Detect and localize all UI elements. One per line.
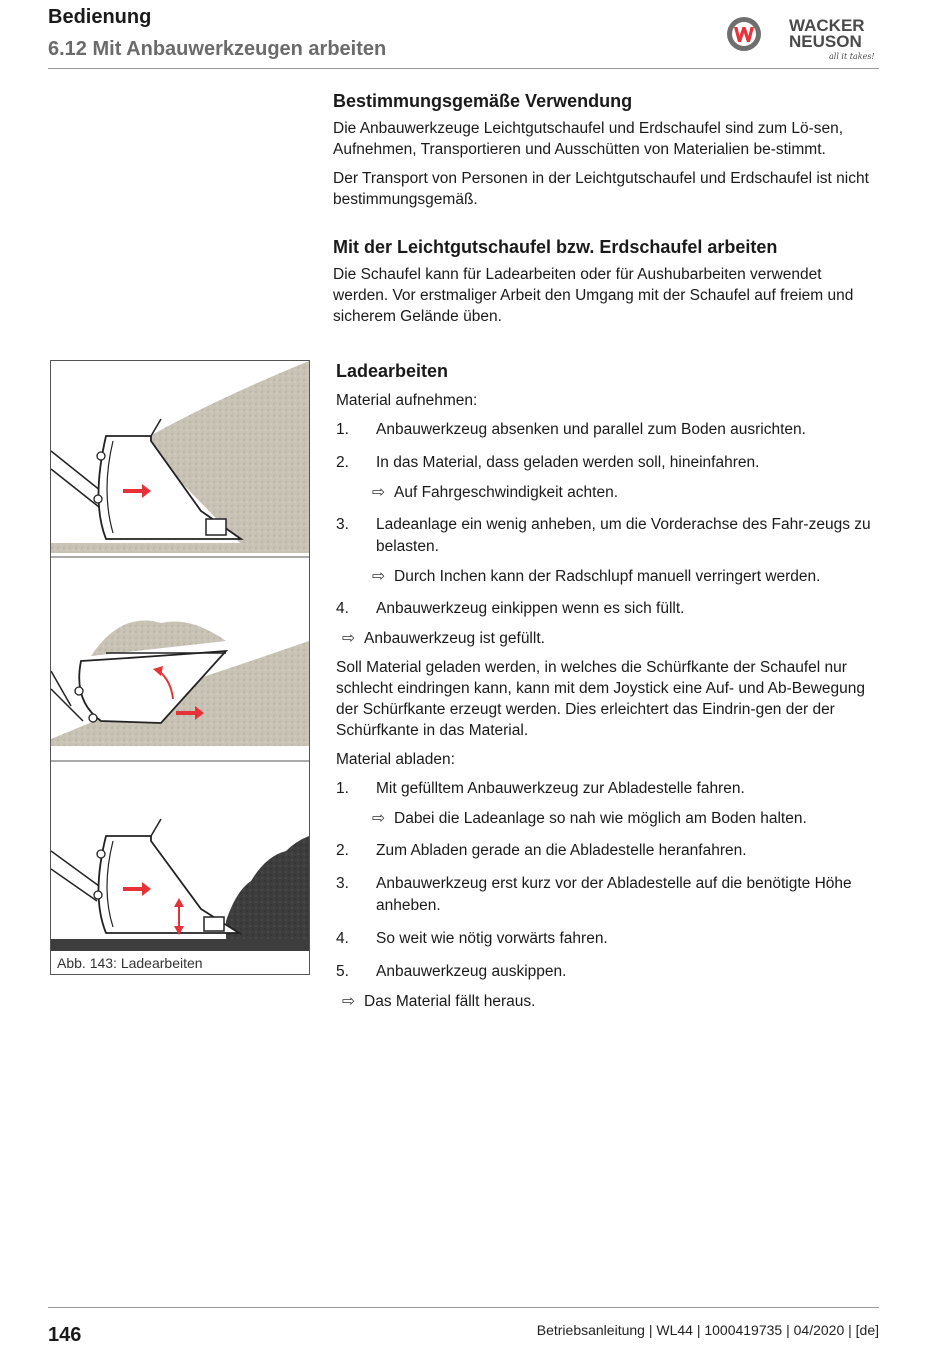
loading-heading: Ladearbeiten (336, 361, 449, 381)
panel-bucket-entering (51, 361, 309, 553)
step-text: So weit wie nötig vorwärts fahren. (376, 930, 608, 947)
dump-hint (372, 808, 881, 829)
step-number: 4. (336, 600, 349, 617)
footer-divider (48, 1307, 879, 1308)
pickup-step (336, 598, 881, 620)
step-number: 2. (336, 842, 349, 859)
result-arrow-icon: ⇨ (372, 568, 385, 585)
result-arrow-icon: ⇨ (342, 993, 355, 1010)
pickup-result (342, 628, 881, 649)
section-title: 6.12 Mit Anbauwerkzeugen arbeiten (48, 38, 387, 60)
logo-tagline: all it takes! (829, 52, 875, 61)
dump-step (336, 961, 881, 983)
pickup-hint (372, 482, 881, 503)
panel-bucket-dumping (51, 819, 309, 951)
usage-paragraph-1: Die Anbauwerkzeuge Leichtgutschaufel und Erdschaufel sind zum Lö-sen, Aufnehmen, Transportieren und Ausschütten von Materialien be-stimmt. (333, 120, 844, 158)
figure-caption: Abb. 143: Ladearbeiten (57, 955, 203, 971)
result-arrow-icon: ⇨ (372, 484, 385, 501)
pickup-hint (372, 566, 881, 587)
step-text: Ladeanlage ein wenig anheben, um die Vorderachse des Fahr-zeugs zu belasten. (376, 516, 871, 555)
loading-section (336, 360, 881, 1020)
hint-text: Durch Inchen kann der Radschlupf manuell verringert werden. (394, 568, 821, 585)
step-text: Anbauwerkzeug erst kurz vor der Abladestelle auf die benötigte Höhe anheben. (376, 875, 852, 914)
step-text: Anbauwerkzeug auskippen. (376, 963, 567, 980)
dump-step (336, 778, 881, 800)
step-text: Anbauwerkzeug absenken und parallel zum Boden ausrichten. (376, 421, 806, 438)
step-text: Anbauwerkzeug einkippen wenn es sich füllt. (376, 600, 685, 617)
pickup-label: Material aufnehmen: (336, 392, 478, 409)
step-text: Mit gefülltem Anbauwerkzeug zur Abladestelle fahren. (376, 780, 745, 797)
step-text: In das Material, dass geladen werden soll, hineinfahren. (376, 454, 760, 471)
step-text: Zum Abladen gerade an die Abladestelle heranfahren. (376, 842, 747, 859)
panel-bucket-tilting (51, 620, 309, 746)
logo-line2: NEUSON (789, 32, 862, 51)
dump-step (336, 928, 881, 950)
pickup-step (336, 419, 881, 441)
result-arrow-icon: ⇨ (342, 630, 355, 647)
dump-result (342, 991, 881, 1012)
dump-label: Material abladen: (336, 751, 455, 768)
step-number: 3. (336, 875, 349, 892)
hint-text: Dabei die Ladeanlage so nah wie möglich am Boden halten. (394, 810, 807, 827)
step-number: 4. (336, 930, 349, 947)
dump-step (336, 873, 881, 917)
pickup-step (336, 452, 881, 474)
result-arrow-icon: ⇨ (372, 810, 385, 827)
bucket-heading: Mit der Leichtgutschaufel bzw. Erdschaufel arbeiten (333, 237, 778, 257)
loading-note: Soll Material geladen werden, in welches die Schürfkante der Schaufel nur schlecht eindringen kann, kann mit dem Joystick eine Auf- und Ab-Bewegung der Schürfkante erzeugt werden. Dies erleichtert das Eindrin-gen der der Schürfkante in das Material. (336, 659, 866, 739)
logo-line1: WACKER (789, 16, 865, 35)
document-info: Betriebsanleitung | WL44 | 1000419735 | 04/2020 | [de] (536, 1322, 879, 1338)
loading-figure (50, 360, 310, 975)
dump-step (336, 840, 881, 862)
wacker-neuson-logo-icon (726, 14, 882, 64)
page-number: 146 (48, 1324, 82, 1346)
intro-section (333, 90, 881, 335)
pickup-step (336, 514, 881, 558)
usage-heading: Bestimmungsgemäße Verwendung (333, 91, 633, 111)
step-number: 3. (336, 516, 349, 533)
step-number: 1. (336, 421, 349, 438)
result-text: Anbauwerkzeug ist gefüllt. (364, 630, 545, 647)
step-number: 2. (336, 454, 349, 471)
result-text: Das Material fällt heraus. (364, 993, 536, 1010)
step-number: 1. (336, 780, 349, 797)
chapter-title: Bedienung (48, 6, 152, 28)
header-divider (48, 68, 879, 69)
bucket-paragraph: Die Schaufel kann für Ladearbeiten oder für Aushubarbeiten verwendet werden. Vor erstmaliger Arbeit den Umgang mit der Schaufel auf freiem und sicherem Gelände üben. (333, 266, 854, 325)
usage-paragraph-2: Der Transport von Personen in der Leichtgutschaufel und Erdschaufel ist nicht bestimmungsgemäß. (333, 170, 869, 208)
step-number: 5. (336, 963, 349, 980)
hint-text: Auf Fahrgeschwindigkeit achten. (394, 484, 619, 501)
